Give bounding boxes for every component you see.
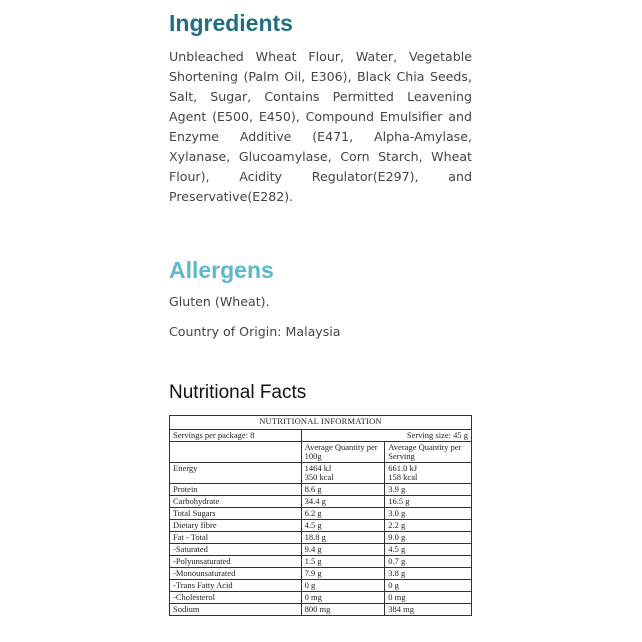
- nutrient-name: Energy: [170, 463, 302, 484]
- nutrient-serving: 4.5 g: [385, 544, 472, 556]
- nutrient-name: -Polyunsaturated: [170, 556, 302, 568]
- allergens-heading: Allergens: [169, 257, 274, 283]
- nutrition-table: [169, 415, 472, 616]
- nutrient-serving: 16.5 g: [385, 496, 472, 508]
- nutrient-name: Sodium: [170, 604, 302, 616]
- column-header-row: [170, 442, 472, 463]
- nutrient-per100: 6.2 g: [301, 508, 385, 520]
- country-of-origin: Country of Origin: Malaysia: [169, 324, 341, 339]
- nutrient-name: Protein: [170, 484, 302, 496]
- nutrient-name: Fat - Total: [170, 532, 302, 544]
- servings-per-package: Servings per package: 8: [170, 430, 302, 442]
- nutrient-per100: 1.5 g: [301, 556, 385, 568]
- nutrient-per100: 0 mg: [301, 592, 385, 604]
- nutrient-per100: 0 g: [301, 580, 385, 592]
- nutrient-name: Carbohydrate: [170, 496, 302, 508]
- nutrient-per100: 18.8 g: [301, 532, 385, 544]
- ingredients-text: Unbleached Wheat Flour, Water, Vegetable Shortening (Palm Oil, E306), Black Chia Seeds, Salt, Sugar, Contains Permitted Leavening Agent (E500, E450), Compound Emulsifier and Enzyme Additive (E471, Alpha-Amylase, Xylanase, Glucoamylase, Corn Starch, Wheat Flour), Acidity Regulator(E297), and Preservative(E282).: [169, 49, 472, 204]
- table-row: [170, 508, 472, 520]
- nutrient-serving: 0.7 g: [385, 556, 472, 568]
- nutrient-serving: 3.8 g: [385, 568, 472, 580]
- nutrient-name: Dietary fibre: [170, 520, 302, 532]
- nutrient-per100: 7.9 g: [301, 568, 385, 580]
- table-row: [170, 604, 472, 616]
- allergens-text: Gluten (Wheat).: [169, 294, 270, 309]
- nutrient-serving: 2.2 g: [385, 520, 472, 532]
- nutrient-serving: 384 mg: [385, 604, 472, 616]
- nutrient-per100: 8.6 g: [301, 484, 385, 496]
- nutrient-per100: 4.5 g: [301, 520, 385, 532]
- nutrient-name: Total Sugars: [170, 508, 302, 520]
- nutrient-per100: 800 mg: [301, 604, 385, 616]
- table-title: NUTRITIONAL INFORMATION: [170, 416, 472, 430]
- nutrient-name: -Saturated: [170, 544, 302, 556]
- table-row: [170, 568, 472, 580]
- nutrient-per100: 1464 kJ 350 kcal: [301, 463, 385, 484]
- table-title-row: [170, 416, 472, 430]
- nutrient-serving: 661.0 kJ 158 kcal: [385, 463, 472, 484]
- table-row: [170, 544, 472, 556]
- header-blank: [170, 442, 302, 463]
- nutrient-serving: 0 g: [385, 580, 472, 592]
- nutrient-serving: 3.9 g: [385, 484, 472, 496]
- nutrient-serving: 9.0 g: [385, 532, 472, 544]
- column-header-serving: Average Quantity per Serving: [385, 442, 472, 463]
- nutrient-name: -Trans Fatty Acid: [170, 580, 302, 592]
- nutrient-serving: 3.0 g: [385, 508, 472, 520]
- table-row: [170, 592, 472, 604]
- nutrient-name: -Cholesterol: [170, 592, 302, 604]
- table-row: [170, 463, 472, 484]
- serving-size: Serving size: 45 g: [301, 430, 471, 442]
- nutrient-name: -Monounsaturated: [170, 568, 302, 580]
- ingredients-heading: Ingredients: [169, 10, 293, 36]
- table-row: [170, 580, 472, 592]
- column-header-per100: Average Quantity per 100g: [301, 442, 385, 463]
- nutrient-per100: 34.4 g: [301, 496, 385, 508]
- table-row: [170, 520, 472, 532]
- nutrient-per100: 9.4 g: [301, 544, 385, 556]
- table-row: [170, 496, 472, 508]
- nutrient-serving: 0 mg: [385, 592, 472, 604]
- nutritional-facts-heading: Nutritional Facts: [169, 382, 307, 403]
- table-row: [170, 532, 472, 544]
- servings-row: [170, 430, 472, 442]
- table-row: [170, 556, 472, 568]
- table-row: [170, 484, 472, 496]
